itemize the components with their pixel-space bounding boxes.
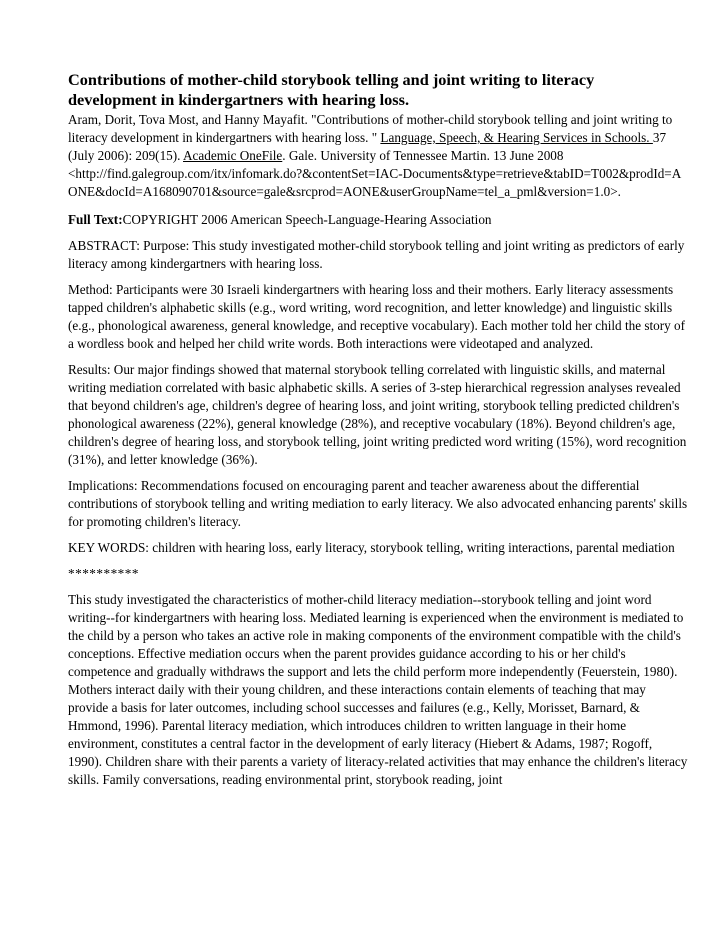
citation-url: <http://find.galegroup.com/itx/infomark.do?&contentSet=IAC-Documents&type=retrieve&tabID=T002&prodId=AONE&docId=A168090701&source=gale&srcprod=AONE&userGroupName=tel_a_pml&version=1.0>.	[68, 166, 682, 199]
title-line-1: Contributions of mother-child storybook telling and joint writing to literacy	[68, 70, 595, 89]
keywords-paragraph: KEY WORDS: children with hearing loss, early literacy, storybook telling, writing interactions, parental mediation	[68, 540, 675, 555]
copyright-text: COPYRIGHT 2006 American Speech-Language-Hearing Association	[122, 212, 492, 227]
full-text-line	[68, 211, 688, 229]
implications-paragraph: Implications: Recommendations focused on encouraging parent and teacher awareness about the differential contributions of storybook telling and writing mediation to early literacy. We also advocated enhancing parents' skills for promoting children's literacy.	[68, 478, 688, 529]
citation-volume: 37 (July 2006): 209(15).	[68, 130, 667, 163]
citation-authors: Aram, Dorit, Tova Most, and Hanny Mayafit. "Contributions of mother-child storybook telling and joint writing to literacy development in kindergartners with hearing loss. "	[68, 112, 673, 145]
citation	[68, 111, 688, 201]
title-line-2: development in kindergartners with hearing loss.	[68, 90, 410, 109]
article-title	[68, 70, 688, 110]
citation-publisher: . Gale. University of Tennessee Martin. 13 June 2008	[282, 148, 564, 163]
document-page	[68, 70, 688, 789]
database-link[interactable]: Academic OneFile	[183, 148, 283, 163]
method-paragraph: Method: Participants were 30 Israeli kindergartners with hearing loss and their mothers. Early literacy assessments tapped children's alphabetic skills (e.g., word writing, word recognition, and letter knowledge) and linguistic skills (e.g., phonological awareness, general knowledge, and receptive vocabulary). Each mother told her child the story of a wordless book and helped her child write words. Both interactions were videotaped and analyzed.	[68, 282, 686, 351]
abstract-paragraph: ABSTRACT: Purpose: This study investigated mother-child storybook telling and joint writing as predictors of early literacy among kindergartners with hearing loss.	[68, 238, 685, 271]
body-paragraph: This study investigated the characteristics of mother-child literacy mediation--storybook telling and joint word writing--for kindergartners with hearing loss. Mediated learning is experienced when the environment is mediated to the child by a person who takes an active role in making components of the environment compatible with the child's conceptions. Effective mediation occurs when the parent provides guidance according to his or her child's competence and gradually withdraws the support and lets the child perform more independently (Feuerstein, 1980). Mothers interact daily with their young children, and these interactions contain elements of teaching that may provide a basis for later outcomes, including school successes and failures (e.g., Kelly, Morisset, Barnard, & Hmmond, 1996). Parental literacy mediation, which introduces children to written language in their home environment, constitutes a central factor in the development of early literacy (Hiebert & Adams, 1987; Rogoff, 1990). Children share with their parents a variety of literacy-related activities that may enhance the children's literacy skills. Family conversations, reading environmental print, storybook reading, joint	[68, 592, 688, 787]
full-text-label: Full Text:	[68, 212, 123, 227]
section-separator: **********	[68, 566, 139, 581]
journal-link[interactable]: Language, Speech, & Hearing Services in Schools.	[380, 130, 653, 145]
results-paragraph: Results: Our major findings showed that maternal storybook telling correlated with linguistic skills, and maternal writing mediation correlated with basic alphabetic skills. A series of 3-step hierarchical regression analyses revealed that beyond children's age, children's degree of hearing loss, and joint writing, storybook telling predicted children's phonological awareness (22%), general knowledge (28%), and receptive vocabulary (18%). Beyond children's age, children's degree of hearing loss, and storybook telling, joint writing predicted word writing (15%), word recognition (31%), and letter knowledge (36%).	[68, 362, 687, 467]
